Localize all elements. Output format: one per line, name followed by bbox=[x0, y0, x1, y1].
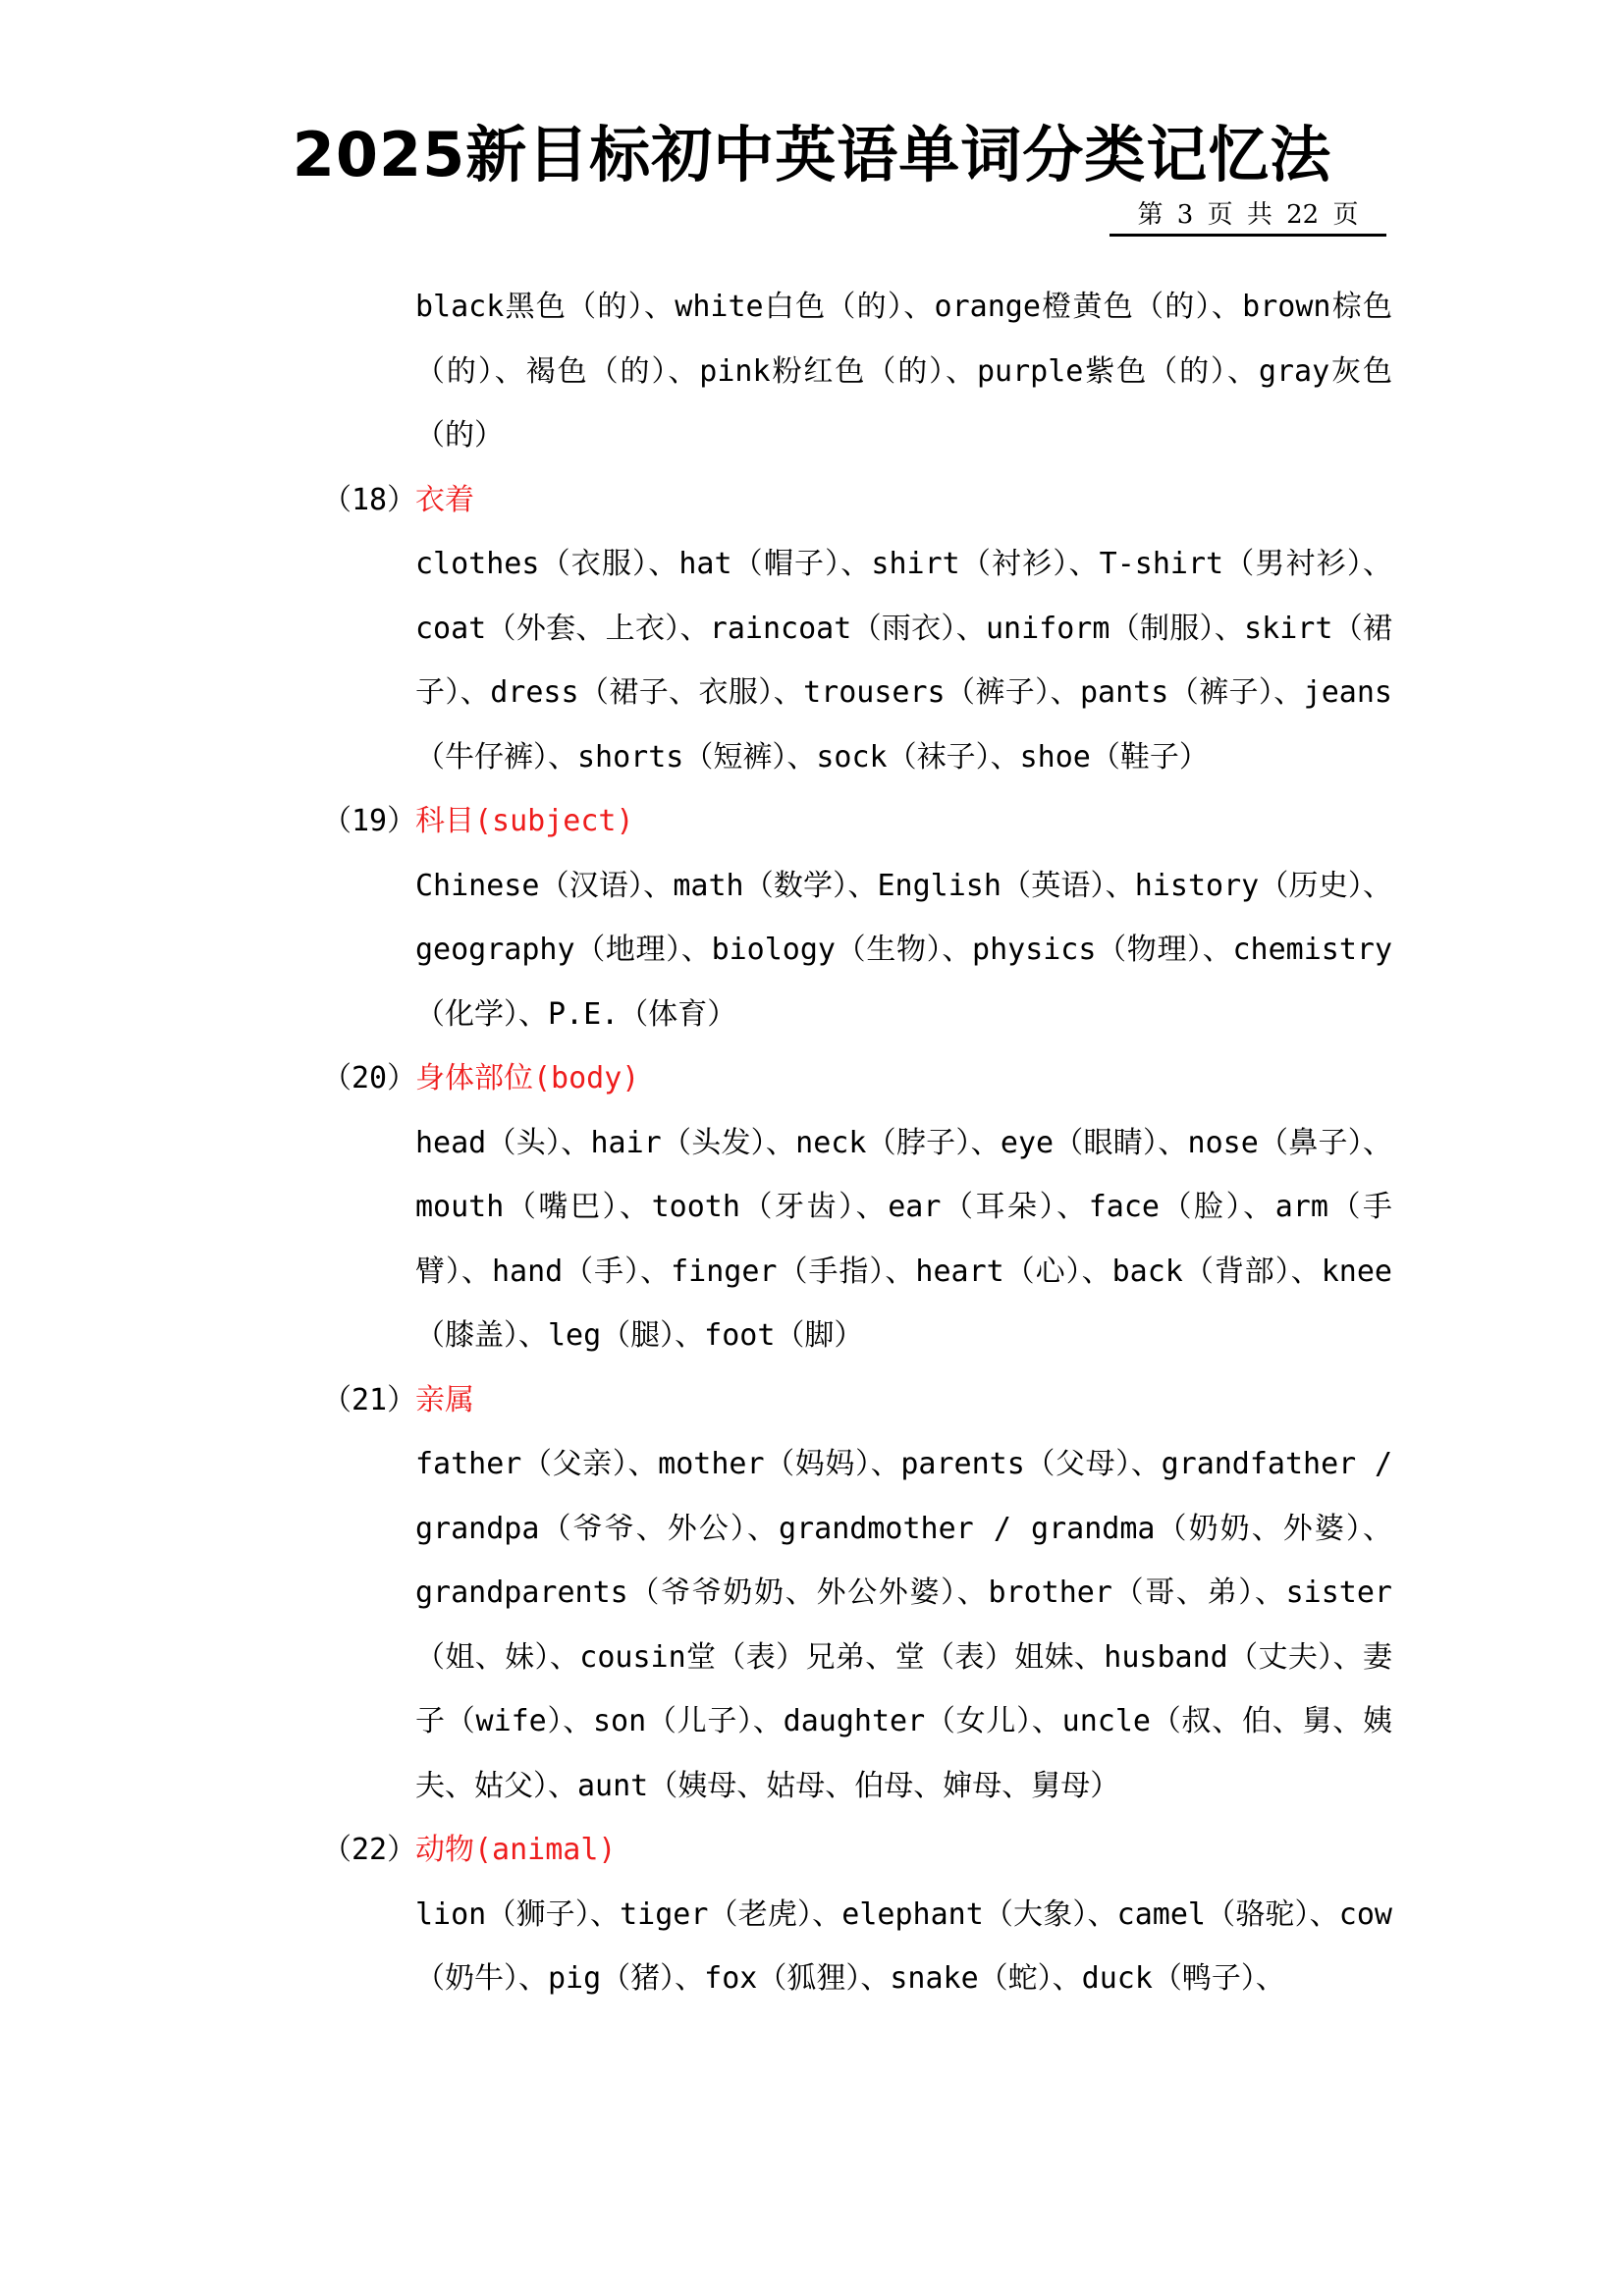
page-number-indicator: 第 3 页 共 22 页 bbox=[1110, 196, 1386, 237]
colors-vocabulary-paragraph: black黑色（的）、white白色（的）、orange橙黄色（的）、brown棕色（的）、褐色（的）、pink粉红色（的）、purple紫色（的）、gray灰色（的） bbox=[415, 290, 1392, 453]
section-number: （18） bbox=[322, 482, 417, 517]
section-label: 亲属 bbox=[415, 1382, 474, 1417]
section-label: 身体部位(body) bbox=[415, 1061, 640, 1095]
section-number: （20） bbox=[322, 1061, 417, 1095]
subject-vocabulary-paragraph: Chinese（汉语）、math（数学）、English（英语）、history（历史）、geography（地理）、biology（生物）、physics（物理）、chemistry（化学）、P.E.（体育） bbox=[415, 868, 1392, 1032]
section-heading-subject bbox=[322, 789, 1392, 854]
section-heading-clothing bbox=[322, 468, 1392, 533]
document-title: 2025新目标初中英语单词分类记忆法 bbox=[292, 119, 1332, 190]
relatives-vocabulary-paragraph: father（父亲）、mother（妈妈）、parents（父母）、grandfather / grandpa（爷爷、外公）、grandmother / grandma（奶奶、外婆）、grandparents（爷爷奶奶、外公外婆）、brother（哥、弟）、sister（姐、妹）、cousin堂（表）兄弟、堂（表）姐妹、husband（丈夫）、妻子（wife）、son（儿子）、daughter（女儿）、uncle（叔、伯、舅、姨夫、姑父）、aunt（姨母、姑母、伯母、婶母、舅母） bbox=[415, 1447, 1392, 1803]
section-label: 动物(animal) bbox=[415, 1833, 617, 1867]
clothing-vocabulary-paragraph: clothes（衣服）、hat（帽子）、shirt（衬衫）、T-shirt（男衬衫）、coat（外套、上衣）、raincoat（雨衣）、uniform（制服）、skirt（裙子）、dress（裙子、衣服）、trousers（裤子）、pants（裤子）、jeans（牛仔裤）、shorts（短裤）、sock（袜子）、shoe（鞋子） bbox=[415, 547, 1392, 774]
section-number: （21） bbox=[322, 1382, 417, 1417]
section-number: （22） bbox=[322, 1833, 417, 1867]
section-heading-body bbox=[322, 1046, 1392, 1111]
document-body bbox=[322, 275, 1392, 2011]
section-label: 衣着 bbox=[415, 482, 474, 517]
section-label: 科目(subject) bbox=[415, 804, 634, 838]
animal-vocabulary-paragraph: lion（狮子）、tiger（老虎）、elephant（大象）、camel（骆驼）、cow（奶牛）、pig（猪）、fox（狐狸）、snake（蛇）、duck（鸭子）、 bbox=[415, 1896, 1392, 1996]
section-heading-animal bbox=[322, 1818, 1392, 1883]
section-number: （19） bbox=[322, 804, 417, 838]
section-heading-relatives bbox=[322, 1368, 1392, 1433]
body-vocabulary-paragraph: head（头）、hair（头发）、neck（脖子）、eye（眼睛）、nose（鼻子）、mouth（嘴巴）、tooth（牙齿）、ear（耳朵）、face（脸）、arm（手臂）、hand（手）、finger（手指）、heart（心）、back（背部）、knee（膝盖）、leg（腿）、foot（脚） bbox=[415, 1125, 1392, 1353]
